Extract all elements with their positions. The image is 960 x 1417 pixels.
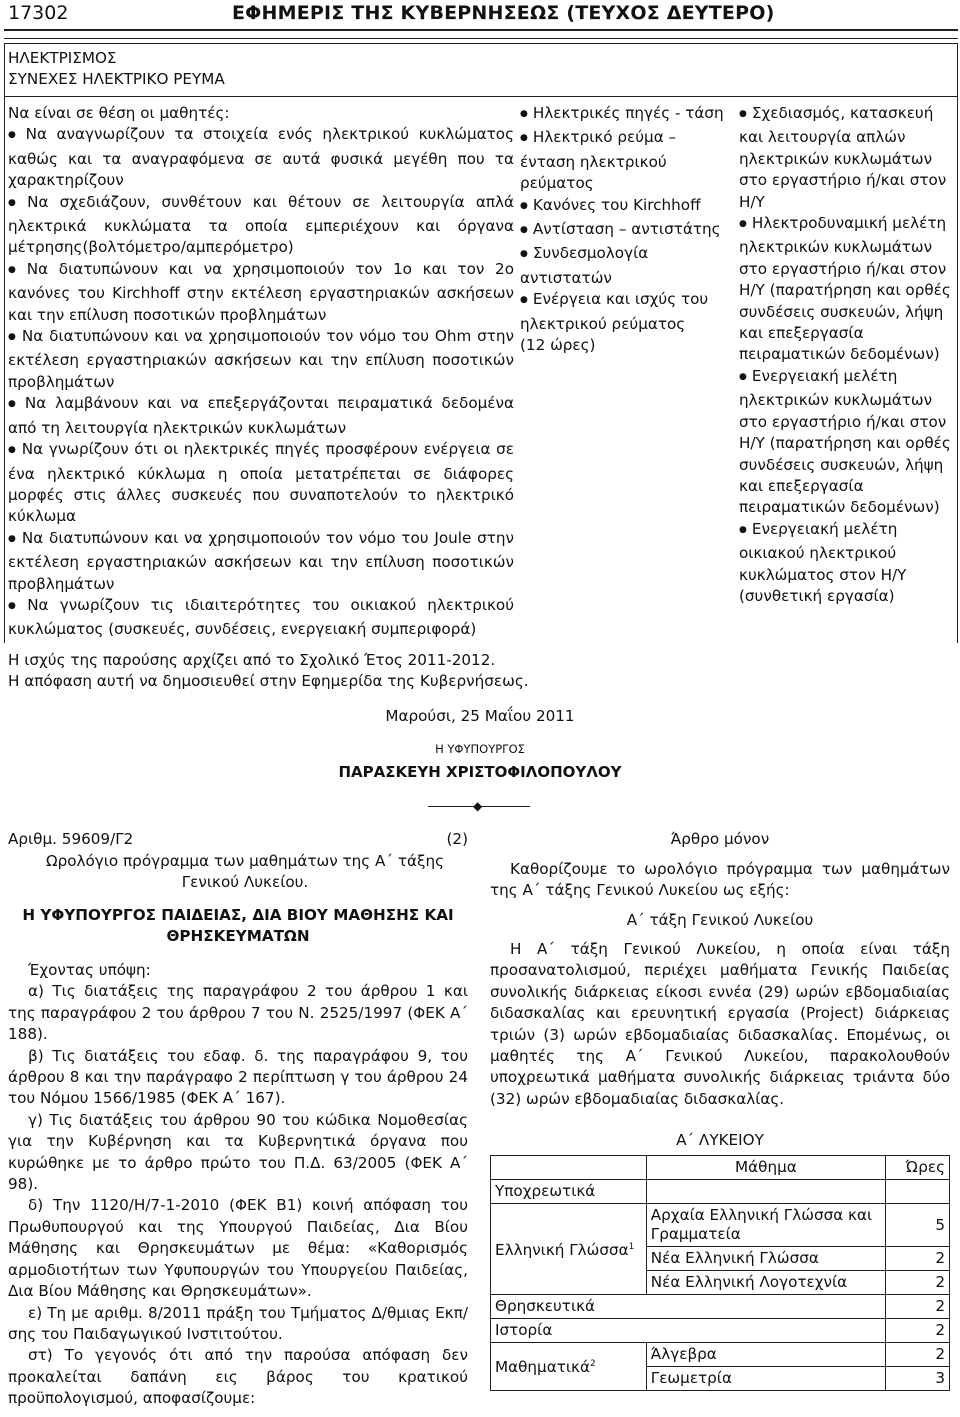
page-number: 17302 <box>8 2 69 24</box>
subject-cell: Αρχαία Ελληνική Γλώσσα και Γραμματεία <box>646 1204 885 1247</box>
gazette-title: ΕΦΗΜΕΡΙΣ ΤΗΣ ΚΥΒΕΡΝΗΣΕΩΣ (ΤΕΥΧΟΣ ΔΕΥΤΕΡΟ) <box>232 2 775 24</box>
decision-subject: Ωρολόγιο πρόγραμμα των μαθημάτων της Α΄ τάξης Γενικού Λυκείου. <box>45 852 445 892</box>
decision-number-row <box>8 829 468 850</box>
topics-column <box>520 103 726 356</box>
consideration-item: δ) Την 1120/Η/7-1-2010 (ΦΕΚ Β1) κοινή απόφαση του Πρωθυπουργού και της Υπουργού Παιδείας, Δια Βίου Μάθησης και Θρησκευμάτων με θέμα: «Καθορισμός αρμοδιοτήτων των Υφυπουργών του Υπουργείου Παιδείας, Δια Βίου Μάθησης και Θρησκευμάτων». <box>8 1196 468 1301</box>
objective-item: ● Να λαμβάνουν και να επεξεργάζονται πειραματικά δεδομένα από τη λειτουργία ηλεκτρικών κυκλωμάτων <box>8 393 514 439</box>
table-border-right <box>957 43 958 643</box>
article-intro: Καθορίζουμε το ωρολόγιο πρόγραμμα των μαθημάτων της Α΄ τάξης Γενικού Λυκείου ως εξής: <box>490 860 950 900</box>
greek-group-label: Ελληνική Γλώσσα <box>495 1241 629 1260</box>
heading-dc-current: ΣΥΝΕΧΕΣ ΗΛΕΚΤΡΙΚΟ ΡΕΥΜΑ <box>8 70 225 89</box>
table-row-divider <box>4 96 958 97</box>
topic-item: ● Ηλεκτρικό ρεύμα – ένταση ηλεκτρικού ρεύματος <box>520 127 726 194</box>
topic-item: ● Συνδεσμολογία αντιστατών <box>520 243 726 289</box>
hours-table <box>490 1155 950 1391</box>
subject-cell: Ιστορία <box>491 1319 886 1343</box>
considerations <box>8 960 468 1410</box>
hours-cell: 2 <box>886 1247 950 1271</box>
math-footnote-mark: 2 <box>589 1359 596 1370</box>
decision-closing <box>8 650 628 693</box>
topic-item: ● Αντίσταση – αντιστάτης <box>520 219 726 243</box>
objective-item: ● Να διατυπώνουν και να χρησιμοποιούν τον νόμο του Joule στην εκτέλεση εργαστηριακών ασκήσεων και την επίλυση ποσοτικών προβλημάτων <box>8 528 514 595</box>
subject-cell: Νέα Ελληνική Λογοτεχνία <box>646 1271 885 1295</box>
article-subtitle: Α΄ τάξη Γενικού Λυκείου <box>626 911 814 929</box>
objective-item: ● Να διατυπώνουν και να χρησιμοποιούν τον 1ο και τον 2ο κανόνες του Kirchhoff στην εκτέλεση εργαστηριακών ασκήσεων και την επίλυση ποσοτικών προβλημάτων <box>8 259 514 326</box>
topic-item: ● Ηλεκτρικές πηγές - τάση <box>520 103 726 127</box>
header-rule-thin <box>4 38 958 39</box>
activity-item: ● Ενεργειακή μελέτη οικιακού ηλεκτρικού κυκλώματος στον Η/Υ (συνθετική εργασία) <box>739 519 951 608</box>
hours-cell: 3 <box>886 1367 950 1391</box>
consideration-item: γ) Τις διατάξεις του άρθρου 90 του κώδικα Νομοθεσίας για την Κυβέρνηση και τα Κυβερνητικά όργανα που κυρώθηκε με το άρθρο πρώτο του Π.Δ. 63/2005 (ΦΕΚ Α΄ 98). <box>8 1110 468 1194</box>
subject-cell: Γεωμετρία <box>646 1367 885 1391</box>
decision-number: Αριθμ. 59609/Γ2 <box>8 830 134 848</box>
objective-item: ● Να διατυπώνουν και να χρησιμοποιούν τον νόμο του Ohm στην εκτέλεση εργαστηριακών ασκήσεων και την επίλυση ποσοτικών προβλημάτων <box>8 326 514 393</box>
subject-cell: Θρησκευτικά <box>491 1295 886 1319</box>
table-row <box>491 1156 950 1180</box>
math-group-cell <box>491 1343 647 1391</box>
separator-diamond-icon: ◆ <box>473 799 483 813</box>
signatory-role: Η ΥΦΥΠΟΥΡΓΟΣ <box>435 742 525 756</box>
consideration-item: β) Τις διατάξεις του εδαφ. δ. της παραγράφου 9, του άρθρου 8 και την παράγραφο 2 περίπτωση γ του άρθρου 24 του Νόμου 1566/1985 (ΦΕΚ Α΄ 167). <box>8 1046 468 1108</box>
publication-text: Η απόφαση αυτή να δημοσιευθεί στην Εφημερίδα της Κυβερνήσεως. <box>8 672 529 691</box>
table-row <box>491 1295 950 1319</box>
table-border-left <box>4 43 5 643</box>
curriculum-headings <box>8 48 948 91</box>
signatory-name: ΠΑΡΑΣΚΕΥΗ ΧΡΙΣΤΟΦΙΛΟΠΟΥΛΟΥ <box>338 763 622 781</box>
hours-cell: 2 <box>886 1295 950 1319</box>
consideration-item: α) Τις διατάξεις της παραγράφου 2 του άρθρου 1 και της παραγράφου 2 του άρθρου 7 του Ν. 2525/1997 (ΦΕΚ Α΄ 188). <box>8 982 468 1044</box>
table-row <box>491 1343 950 1367</box>
activity-item: ● Ενεργειακή μελέτη ηλεκτρικών κυκλωμάτων στο εργαστήριο ή/και στον Η/Υ (παρατήρηση και ορθές συνδέσεις συσκευών, λήψη και επεξεργασία πειραματικών δεδομένων) <box>739 366 951 519</box>
math-group-label: Μαθηματικά <box>495 1358 590 1377</box>
table-row <box>491 1180 950 1204</box>
topic-item: ● Ενέργεια και ισχύς του ηλεκτρικού ρεύματος <box>520 289 726 335</box>
mandatory-label: Υποχρεωτικά <box>491 1180 647 1204</box>
table-border-top <box>4 43 958 44</box>
objectives-column <box>8 103 514 641</box>
greek-group-cell <box>491 1204 647 1295</box>
activity-item: ● Σχεδιασμός, κατασκευή και λειτουργία απλών ηλεκτρικών κυκλωμάτων στο εργαστήριο ή/και στον Η/Υ <box>739 103 951 213</box>
hours-cell: 2 <box>886 1319 950 1343</box>
table-row <box>491 1319 950 1343</box>
topic-hours: (12 ώρες) <box>520 336 596 355</box>
considerations-intro: Έχοντας υπόψη: <box>28 961 151 979</box>
subject-cell: Άλγεβρα <box>646 1343 885 1367</box>
article-body: Η Α΄ τάξη Γενικού Λυκείου, η οποία είναι τάξη προσανατολισμού, περιέχει μαθήματα Γενικής Παιδείας συνολικής διάρκειας είκοσι εννέα (29) ωρών εβδομαδιαίας διδασκαλίας και ερευνητική εργασία (Project) διάρκειας τριών (3) ωρών εβδομαδιαίας διδασκαλίας. Επομένως, οι μαθητές της Α΄ Γενικού Λυκείου, παρακολουθούν υποχρεωτικά μαθήματα συνολικής διάρκειας τριάντα δύο (32) ωρών εβδομαδιαίας διδασκαλίας. <box>490 940 950 1108</box>
col-header-hours: Ώρες <box>886 1156 950 1180</box>
header-rule <box>4 29 958 31</box>
objective-item: ● Να σχεδιάζουν, συνθέτουν και θέτουν σε λειτουργία απλά ηλεκτρικά κυκλώματα τα οποία εμπεριέχουν και όργανα μέτρησης(βολτόμετρο/αμπερόμετρο) <box>8 192 514 259</box>
effective-date-text: Η ισχύς της παρούσης αρχίζει από το Σχολικό Έτος 2011-2012. <box>8 651 496 669</box>
article-title: Άρθρο μόνον <box>670 830 770 848</box>
activity-item: ● Ηλεκτροδυναμική μελέτη ηλεκτρικών κυκλωμάτων στο εργαστήριο ή/και στον Η/Υ (παρατήρηση και ορθές συνδέσεις συσκευών, λήψη και επεξεργασία πειραματικών δεδομένων) <box>739 213 951 366</box>
hours-cell: 2 <box>886 1271 950 1295</box>
objective-item: ● Να αναγνωρίζουν τα στοιχεία ενός ηλεκτρικού κυκλώματος καθώς και τα αναγραφόμενα σε αυτά φυσικά μεγέθη που τα χαρακτηρίζουν <box>8 124 514 191</box>
activities-column <box>739 103 951 607</box>
consideration-item: στ) Το γεγονός ότι από την παρούσα απόφαση δεν προκαλείται δαπάνη εις βάρος του κρατικού προϋπολογισμού, αποφασίζουμε: <box>8 1346 468 1408</box>
greek-footnote-mark: 1 <box>628 1241 635 1252</box>
subject-cell: Νέα Ελληνική Γλώσσα <box>646 1247 885 1271</box>
heading-electricity: ΗΛΕΚΤΡΙΣΜΟΣ <box>8 49 117 67</box>
consideration-item: ε) Τη με αριθμ. 8/2011 πράξη του Τμήματος Δ/θμιας Εκπ/σης του Παιδαγωγικού Ινστιτούτου. <box>8 1303 468 1343</box>
objective-item: ● Να γνωρίζουν ότι οι ηλεκτρικές πηγές προσφέρουν ενέργεια σε ένα ηλεκτρικό κύκλωμα η οποία μετατρέπεται σε διάφορες μορφές στις άλλες συσκευές που συναποτελούν το ηλεκτρικό κύκλωμα <box>8 439 514 528</box>
decision-index: (2) <box>446 830 468 848</box>
objectives-intro: Να είναι σε θέση οι μαθητές: <box>8 104 230 122</box>
table-row <box>491 1204 950 1247</box>
decision-authority: Η ΥΦΥΠΟΥΡΓΟΣ ΠΑΙΔΕΙΑΣ, ΔΙΑ ΒΙΟΥ ΜΑΘΗΣΗΣ ΚΑΙ ΘΡΗΣΚΕΥΜΑΤΩΝ <box>22 906 454 946</box>
hours-cell: 5 <box>886 1204 950 1247</box>
hours-cell: 2 <box>886 1343 950 1367</box>
topic-item: ● Κανόνες του Kirchhoff <box>520 195 726 219</box>
hours-table-title: Α΄ ΛΥΚΕΙΟΥ <box>676 1131 764 1149</box>
col-header-subject: Μάθημα <box>646 1156 885 1180</box>
place-date: Μαρούσι, 25 Μαΐου 2011 <box>385 707 575 725</box>
objective-item: ● Να γνωρίζουν τις ιδιαιτερότητες του οικιακού ηλεκτρικού κυκλώματος (συσκευές, συνδέσεις, ενεργειακή συμπεριφορά) <box>8 595 514 641</box>
